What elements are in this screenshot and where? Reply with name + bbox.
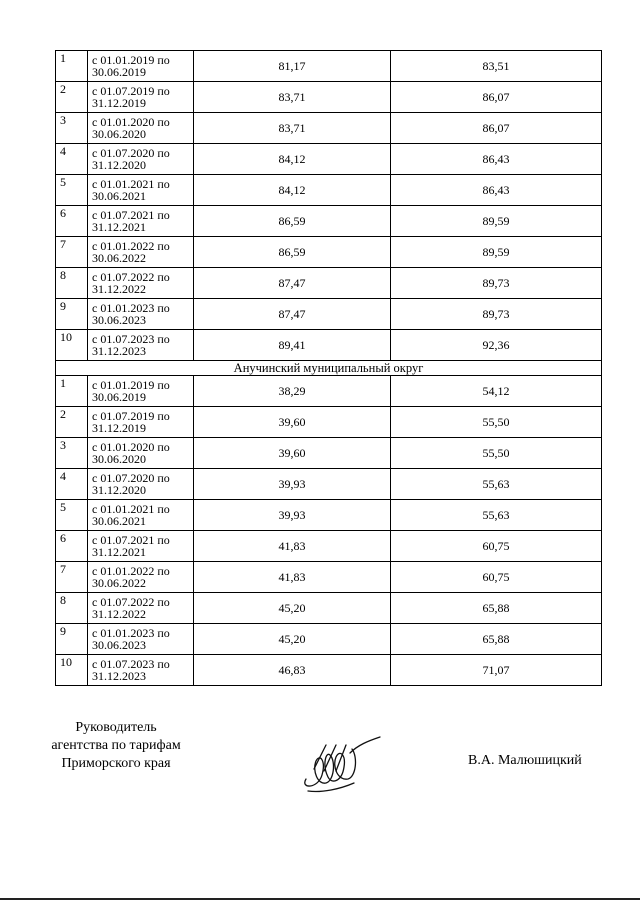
- row-number-cell: 5: [56, 175, 88, 206]
- table-row: [56, 82, 602, 113]
- table-row: [56, 330, 602, 361]
- row-number-cell: 8: [56, 593, 88, 624]
- signatory-title-line: агентства по тарифам: [51, 738, 181, 753]
- tariff-value-cell: 71,07: [391, 655, 602, 686]
- tariff-value-cell: 89,41: [194, 330, 391, 361]
- period-cell: с 01.07.2023 по 31.12.2023: [88, 330, 194, 361]
- tariff-value-cell: 84,12: [194, 175, 391, 206]
- row-number-cell: 6: [56, 206, 88, 237]
- table-row: [56, 593, 602, 624]
- table-row: [56, 51, 602, 82]
- table-row: [56, 407, 602, 438]
- tariff-value-cell: 60,75: [391, 531, 602, 562]
- row-number-cell: 2: [56, 407, 88, 438]
- row-number-cell: 10: [56, 655, 88, 686]
- tariff-value-cell: 86,59: [194, 206, 391, 237]
- signatory-name: В.А. Малюшицкий: [468, 753, 582, 768]
- period-cell: с 01.01.2022 по 30.06.2022: [88, 562, 194, 593]
- table-row: [56, 237, 602, 268]
- period-cell: с 01.01.2020 по 30.06.2020: [88, 113, 194, 144]
- table-row: [56, 268, 602, 299]
- tariff-value-cell: 89,73: [391, 299, 602, 330]
- tariff-value-cell: 84,12: [194, 144, 391, 175]
- tariff-value-cell: 55,63: [391, 469, 602, 500]
- table-row: [56, 655, 602, 686]
- row-number-cell: 9: [56, 624, 88, 655]
- row-number-cell: 7: [56, 237, 88, 268]
- section-heading: Анучинский муниципальный округ: [56, 361, 602, 376]
- row-number-cell: 5: [56, 500, 88, 531]
- tariff-table: [55, 50, 602, 686]
- tariff-value-cell: 55,50: [391, 438, 602, 469]
- table-row: [56, 469, 602, 500]
- tariff-value-cell: 81,17: [194, 51, 391, 82]
- row-number-cell: 10: [56, 330, 88, 361]
- table-row: [56, 624, 602, 655]
- tariff-value-cell: 38,29: [194, 376, 391, 407]
- tariff-value-cell: 86,59: [194, 237, 391, 268]
- table-row: [56, 531, 602, 562]
- row-number-cell: 4: [56, 144, 88, 175]
- period-cell: с 01.07.2020 по 31.12.2020: [88, 144, 194, 175]
- tariff-value-cell: 86,07: [391, 113, 602, 144]
- row-number-cell: 4: [56, 469, 88, 500]
- tariff-value-cell: 41,83: [194, 531, 391, 562]
- row-number-cell: 2: [56, 82, 88, 113]
- tariff-value-cell: 89,59: [391, 206, 602, 237]
- row-number-cell: 7: [56, 562, 88, 593]
- table-row: [56, 144, 602, 175]
- period-cell: с 01.07.2019 по 31.12.2019: [88, 82, 194, 113]
- period-cell: с 01.07.2022 по 31.12.2022: [88, 268, 194, 299]
- tariff-value-cell: 45,20: [194, 624, 391, 655]
- period-cell: с 01.01.2020 по 30.06.2020: [88, 438, 194, 469]
- table-row: [56, 376, 602, 407]
- tariff-value-cell: 55,50: [391, 407, 602, 438]
- period-cell: с 01.07.2023 по 31.12.2023: [88, 655, 194, 686]
- row-number-cell: 1: [56, 376, 88, 407]
- tariff-table-body: [56, 51, 602, 686]
- tariff-value-cell: 39,93: [194, 469, 391, 500]
- handwritten-signature: [296, 731, 386, 795]
- period-cell: с 01.07.2021 по 31.12.2021: [88, 531, 194, 562]
- row-number-cell: 6: [56, 531, 88, 562]
- page-bottom-border: [0, 898, 640, 900]
- period-cell: с 01.01.2021 по 30.06.2021: [88, 500, 194, 531]
- tariff-value-cell: 65,88: [391, 624, 602, 655]
- tariff-value-cell: 39,60: [194, 407, 391, 438]
- period-cell: с 01.07.2022 по 31.12.2022: [88, 593, 194, 624]
- tariff-value-cell: 83,71: [194, 82, 391, 113]
- table-row: [56, 206, 602, 237]
- tariff-value-cell: 83,51: [391, 51, 602, 82]
- table-row: [56, 175, 602, 206]
- period-cell: с 01.01.2019 по 30.06.2019: [88, 51, 194, 82]
- signatory-title-line: Руководитель: [75, 720, 157, 735]
- period-cell: с 01.07.2020 по 31.12.2020: [88, 469, 194, 500]
- tariff-value-cell: 41,83: [194, 562, 391, 593]
- table-row: [56, 299, 602, 330]
- table-row: [56, 438, 602, 469]
- tariff-value-cell: 45,20: [194, 593, 391, 624]
- row-number-cell: 1: [56, 51, 88, 82]
- period-cell: с 01.01.2023 по 30.06.2023: [88, 299, 194, 330]
- tariff-value-cell: 46,83: [194, 655, 391, 686]
- tariff-value-cell: 60,75: [391, 562, 602, 593]
- row-number-cell: 8: [56, 268, 88, 299]
- tariff-value-cell: 83,71: [194, 113, 391, 144]
- period-cell: с 01.07.2019 по 31.12.2019: [88, 407, 194, 438]
- table-row: [56, 562, 602, 593]
- tariff-value-cell: 92,36: [391, 330, 602, 361]
- row-number-cell: 3: [56, 438, 88, 469]
- tariff-value-cell: 87,47: [194, 299, 391, 330]
- table-row: [56, 113, 602, 144]
- signatory-title: [40, 719, 192, 773]
- tariff-value-cell: 87,47: [194, 268, 391, 299]
- tariff-value-cell: 39,60: [194, 438, 391, 469]
- period-cell: с 01.01.2021 по 30.06.2021: [88, 175, 194, 206]
- period-cell: с 01.01.2019 по 30.06.2019: [88, 376, 194, 407]
- section-heading-row: [56, 361, 602, 376]
- signatory-title-line: Приморского края: [61, 756, 171, 771]
- tariff-value-cell: 86,43: [391, 175, 602, 206]
- tariff-value-cell: 89,73: [391, 268, 602, 299]
- period-cell: с 01.01.2023 по 30.06.2023: [88, 624, 194, 655]
- row-number-cell: 9: [56, 299, 88, 330]
- table-row: [56, 500, 602, 531]
- tariff-value-cell: 54,12: [391, 376, 602, 407]
- tariff-value-cell: 86,07: [391, 82, 602, 113]
- period-cell: с 01.07.2021 по 31.12.2021: [88, 206, 194, 237]
- tariff-value-cell: 39,93: [194, 500, 391, 531]
- tariff-value-cell: 55,63: [391, 500, 602, 531]
- row-number-cell: 3: [56, 113, 88, 144]
- tariff-value-cell: 86,43: [391, 144, 602, 175]
- period-cell: с 01.01.2022 по 30.06.2022: [88, 237, 194, 268]
- tariff-value-cell: 89,59: [391, 237, 602, 268]
- tariff-value-cell: 65,88: [391, 593, 602, 624]
